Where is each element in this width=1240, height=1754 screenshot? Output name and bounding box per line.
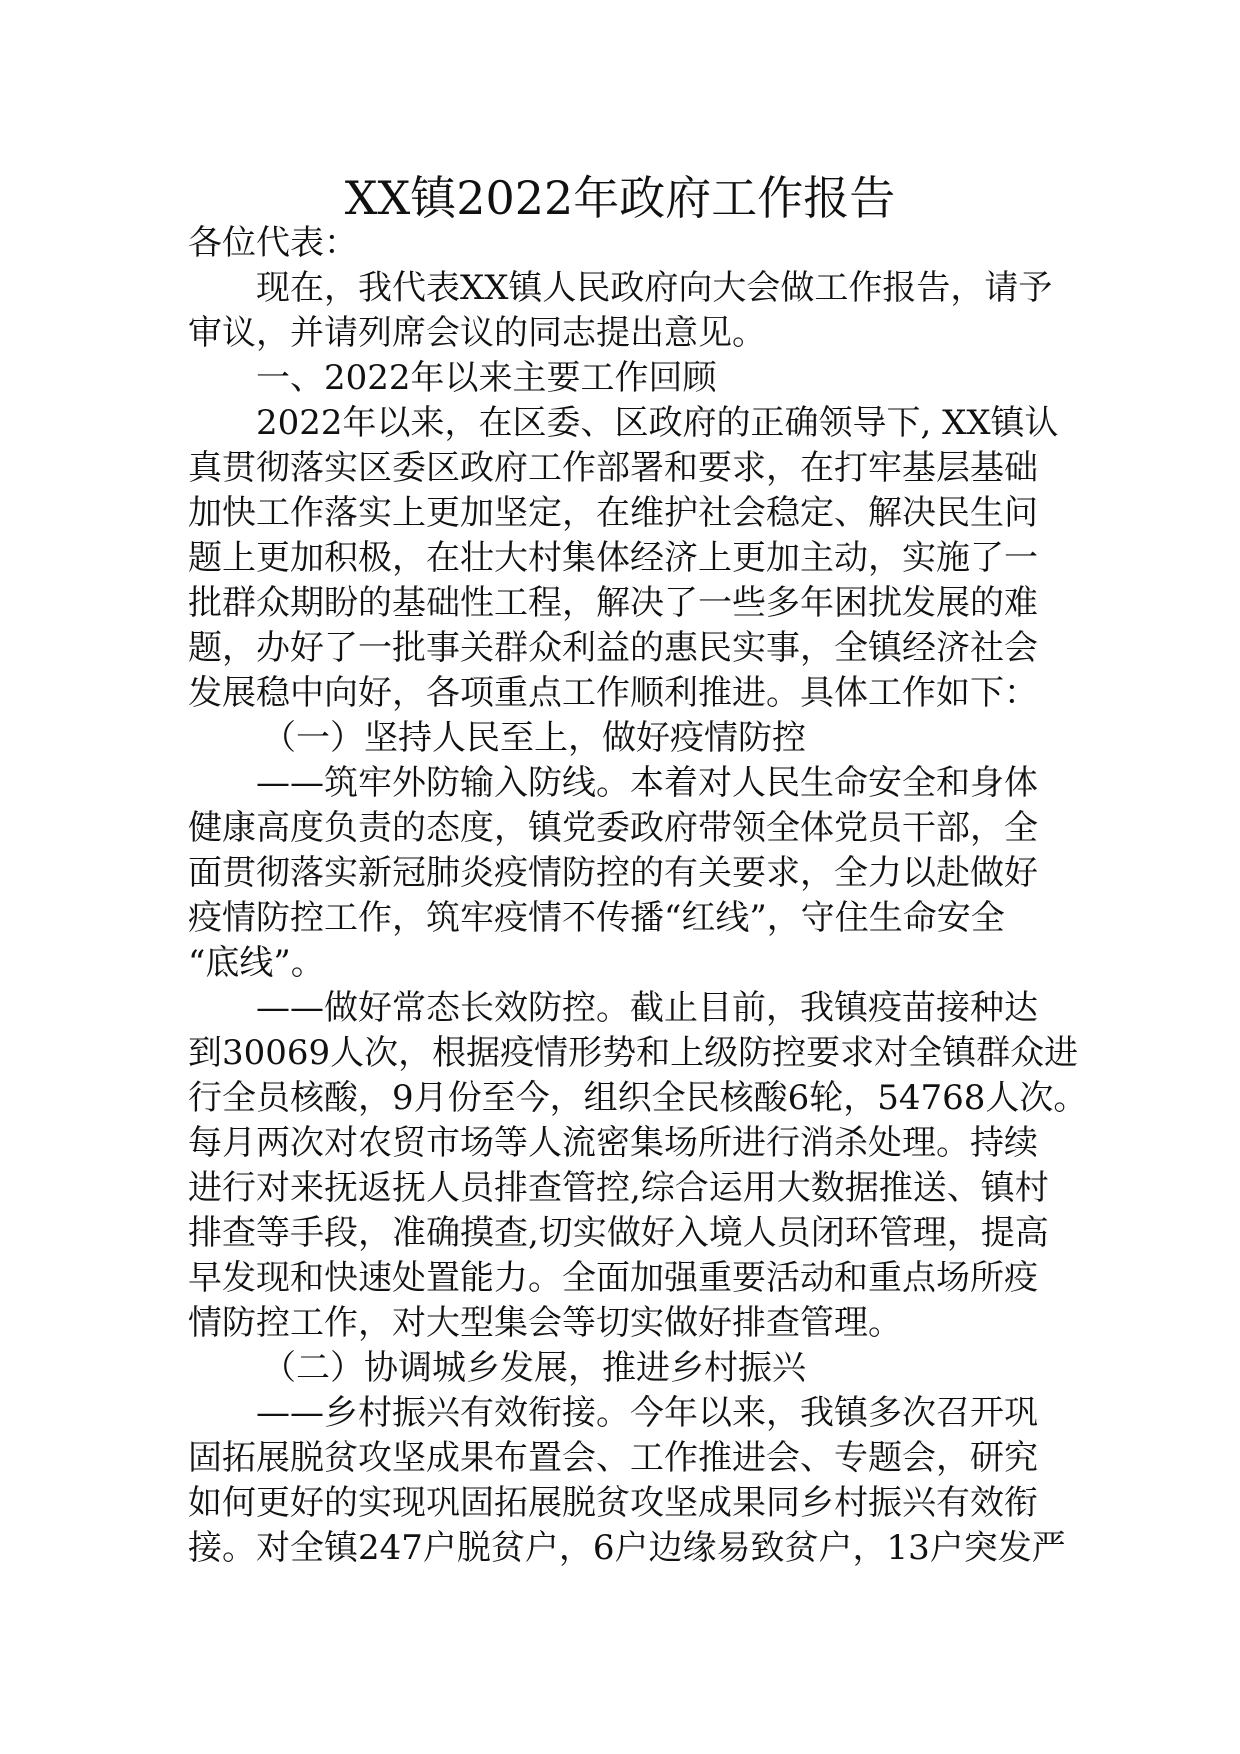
paragraph-line: 疫情防控工作，筑牢疫情不传播“红线”，守住生命安全 (188, 898, 1005, 938)
paragraph-line: 真贯彻落实区委区政府工作部署和要求，在打牢基层基础 (188, 448, 1038, 488)
paragraph-line: 排查等手段，准确摸查,切实做好入境人员闭环管理，提高 (188, 1213, 1049, 1253)
paragraph-line: 每月两次对农贸市场等人流密集场所进行消杀处理。持续 (188, 1123, 1038, 1163)
subsection-heading: （二）协调城乡发展，推进乡村振兴 (262, 1348, 806, 1388)
paragraph-line: 审议，并请列席会议的同志提出意见。 (188, 313, 766, 353)
paragraph-line: 发展稳中向好，各项重点工作顺利推进。具体工作如下： (188, 673, 1038, 713)
paragraph-line: 题，办好了一批事关群众利益的惠民实事，全镇经济社会 (188, 628, 1038, 668)
paragraph-line: 进行对来抚返抚人员排查管控,综合运用大数据推送、镇村 (188, 1168, 1049, 1208)
subsection-heading: （一）坚持人民至上，做好疫情防控 (262, 718, 806, 758)
paragraph-line: “底线”。 (188, 943, 325, 983)
salutation: 各位代表： (188, 223, 358, 263)
paragraph-line: 行全员核酸，9月份至今，组织全民核酸6轮，54768人次。 (188, 1078, 1088, 1118)
paragraph-line: 批群众期盼的基础性工程，解决了一些多年困扰发展的难 (188, 583, 1038, 623)
paragraph-line: ——乡村振兴有效衔接。今年以来，我镇多次召开巩 (256, 1393, 1038, 1433)
paragraph-line: 接。对全镇247户脱贫户，6户边缘易致贫户，13户突发严 (188, 1528, 1066, 1568)
paragraph-line: 到30069人次，根据疫情形势和上级防控要求对全镇群众进 (188, 1033, 1079, 1073)
paragraph-line: 面贯彻落实新冠肺炎疫情防控的有关要求，全力以赴做好 (188, 853, 1038, 893)
paragraph-line: 如何更好的实现巩固拓展脱贫攻坚成果同乡村振兴有效衔 (188, 1483, 1038, 1523)
paragraph-line: 早发现和快速处置能力。全面加强重要活动和重点场所疫 (188, 1258, 1038, 1298)
paragraph-line: 健康高度负责的态度，镇党委政府带领全体党员干部，全 (188, 808, 1038, 848)
paragraph-line: 题上更加积极，在壮大村集体经济上更加主动，实施了一 (188, 538, 1038, 578)
document-title: XX镇2022年政府工作报告 (344, 171, 896, 225)
paragraph-line: ——筑牢外防输入防线。本着对人民生命安全和身体 (256, 763, 1038, 803)
section-heading: 一、2022年以来主要工作回顾 (256, 358, 717, 398)
paragraph-line: 固拓展脱贫攻坚成果布置会、工作推进会、专题会，研究 (188, 1438, 1038, 1478)
paragraph-line: 现在，我代表XX镇人民政府向大会做工作报告，请予 (256, 268, 1053, 308)
paragraph-line: 加快工作落实上更加坚定，在维护社会稳定、解决民生问 (188, 493, 1038, 533)
paragraph-line: 情防控工作，对大型集会等切实做好排查管理。 (188, 1303, 902, 1343)
paragraph-line: ——做好常态长效防控。截止目前，我镇疫苗接种达 (256, 988, 1038, 1028)
paragraph-line: 2022年以来，在区委、区政府的正确领导下, XX镇认 (256, 403, 1059, 443)
